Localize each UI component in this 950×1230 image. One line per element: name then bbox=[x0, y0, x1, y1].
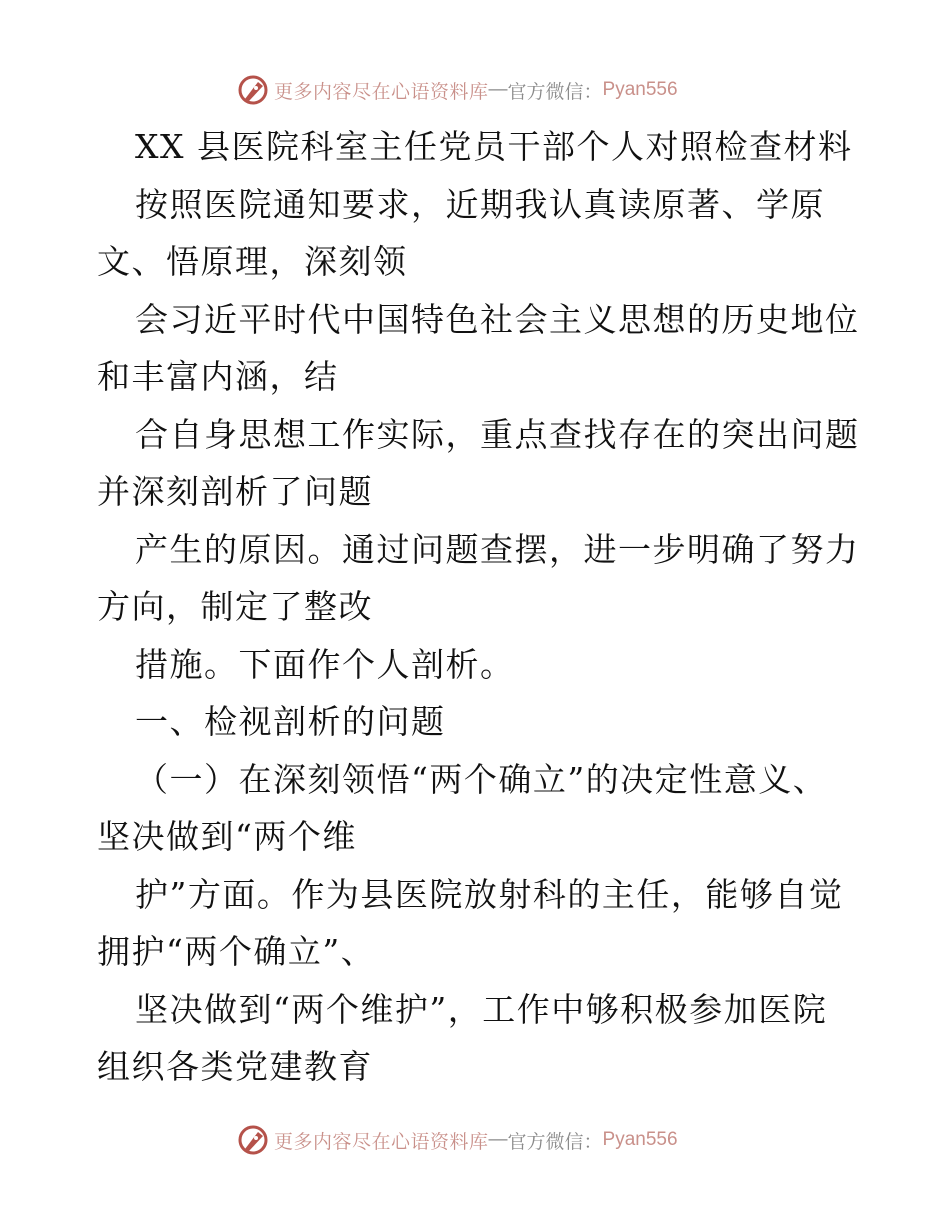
watermark-sub-text: 官方微信： bbox=[507, 81, 603, 103]
header-watermark bbox=[236, 72, 678, 108]
pen-nib-logo-icon bbox=[236, 1123, 270, 1157]
document-body bbox=[97, 118, 860, 1096]
paragraph-line: 文、悟原理，深刻领 bbox=[97, 242, 408, 281]
paragraph-line: 拥护“两个确立”、 bbox=[97, 932, 376, 971]
paragraph-line: 和丰富内涵，结 bbox=[97, 357, 339, 396]
paragraph-line: 坚决做到“两个维 bbox=[97, 817, 357, 856]
section-heading: 一、检视剖析的问题 bbox=[135, 702, 446, 741]
paragraph-line: 措施。下面作个人剖析。 bbox=[135, 644, 515, 684]
subsection-heading: （一）在深刻领悟“两个确立”的决定性意义、 bbox=[135, 759, 828, 799]
document-title: XX 县医院科室主任党员干部个人对照检查材料 bbox=[135, 127, 853, 166]
paragraph-line: 护”方面。作为县医院放射科的主任，能够自觉 bbox=[135, 874, 844, 914]
paragraph-line: 合自身思想工作实际，重点查找存在的突出问题 bbox=[135, 414, 860, 454]
watermark-wechat-id: Pyan556 bbox=[602, 79, 678, 100]
watermark-sub-text: 官方微信： bbox=[507, 1131, 603, 1153]
paragraph-line: 坚决做到“两个维护”，工作中够积极参加医院 bbox=[135, 989, 828, 1029]
footer-watermark bbox=[236, 1122, 678, 1158]
watermark-wechat-id: Pyan556 bbox=[602, 1129, 678, 1150]
watermark-main-text: 更多内容尽在心语资料库 bbox=[274, 1131, 489, 1153]
watermark-separator: — bbox=[488, 1129, 508, 1150]
pen-nib-logo-icon bbox=[236, 73, 270, 107]
paragraph-line: 方向，制定了整改 bbox=[97, 587, 373, 626]
watermark-main-text: 更多内容尽在心语资料库 bbox=[274, 81, 489, 103]
paragraph-line: 产生的原因。通过问题查摆，进一步明确了努力 bbox=[135, 529, 860, 569]
paragraph-line: 组织各类党建教育 bbox=[97, 1047, 373, 1086]
watermark-separator: — bbox=[488, 79, 508, 100]
paragraph-line: 会习近平时代中国特色社会主义思想的历史地位 bbox=[135, 299, 860, 339]
paragraph-line: 按照医院通知要求，近期我认真读原著、学原 bbox=[135, 184, 825, 224]
paragraph-line: 并深刻剖析了问题 bbox=[97, 472, 373, 511]
